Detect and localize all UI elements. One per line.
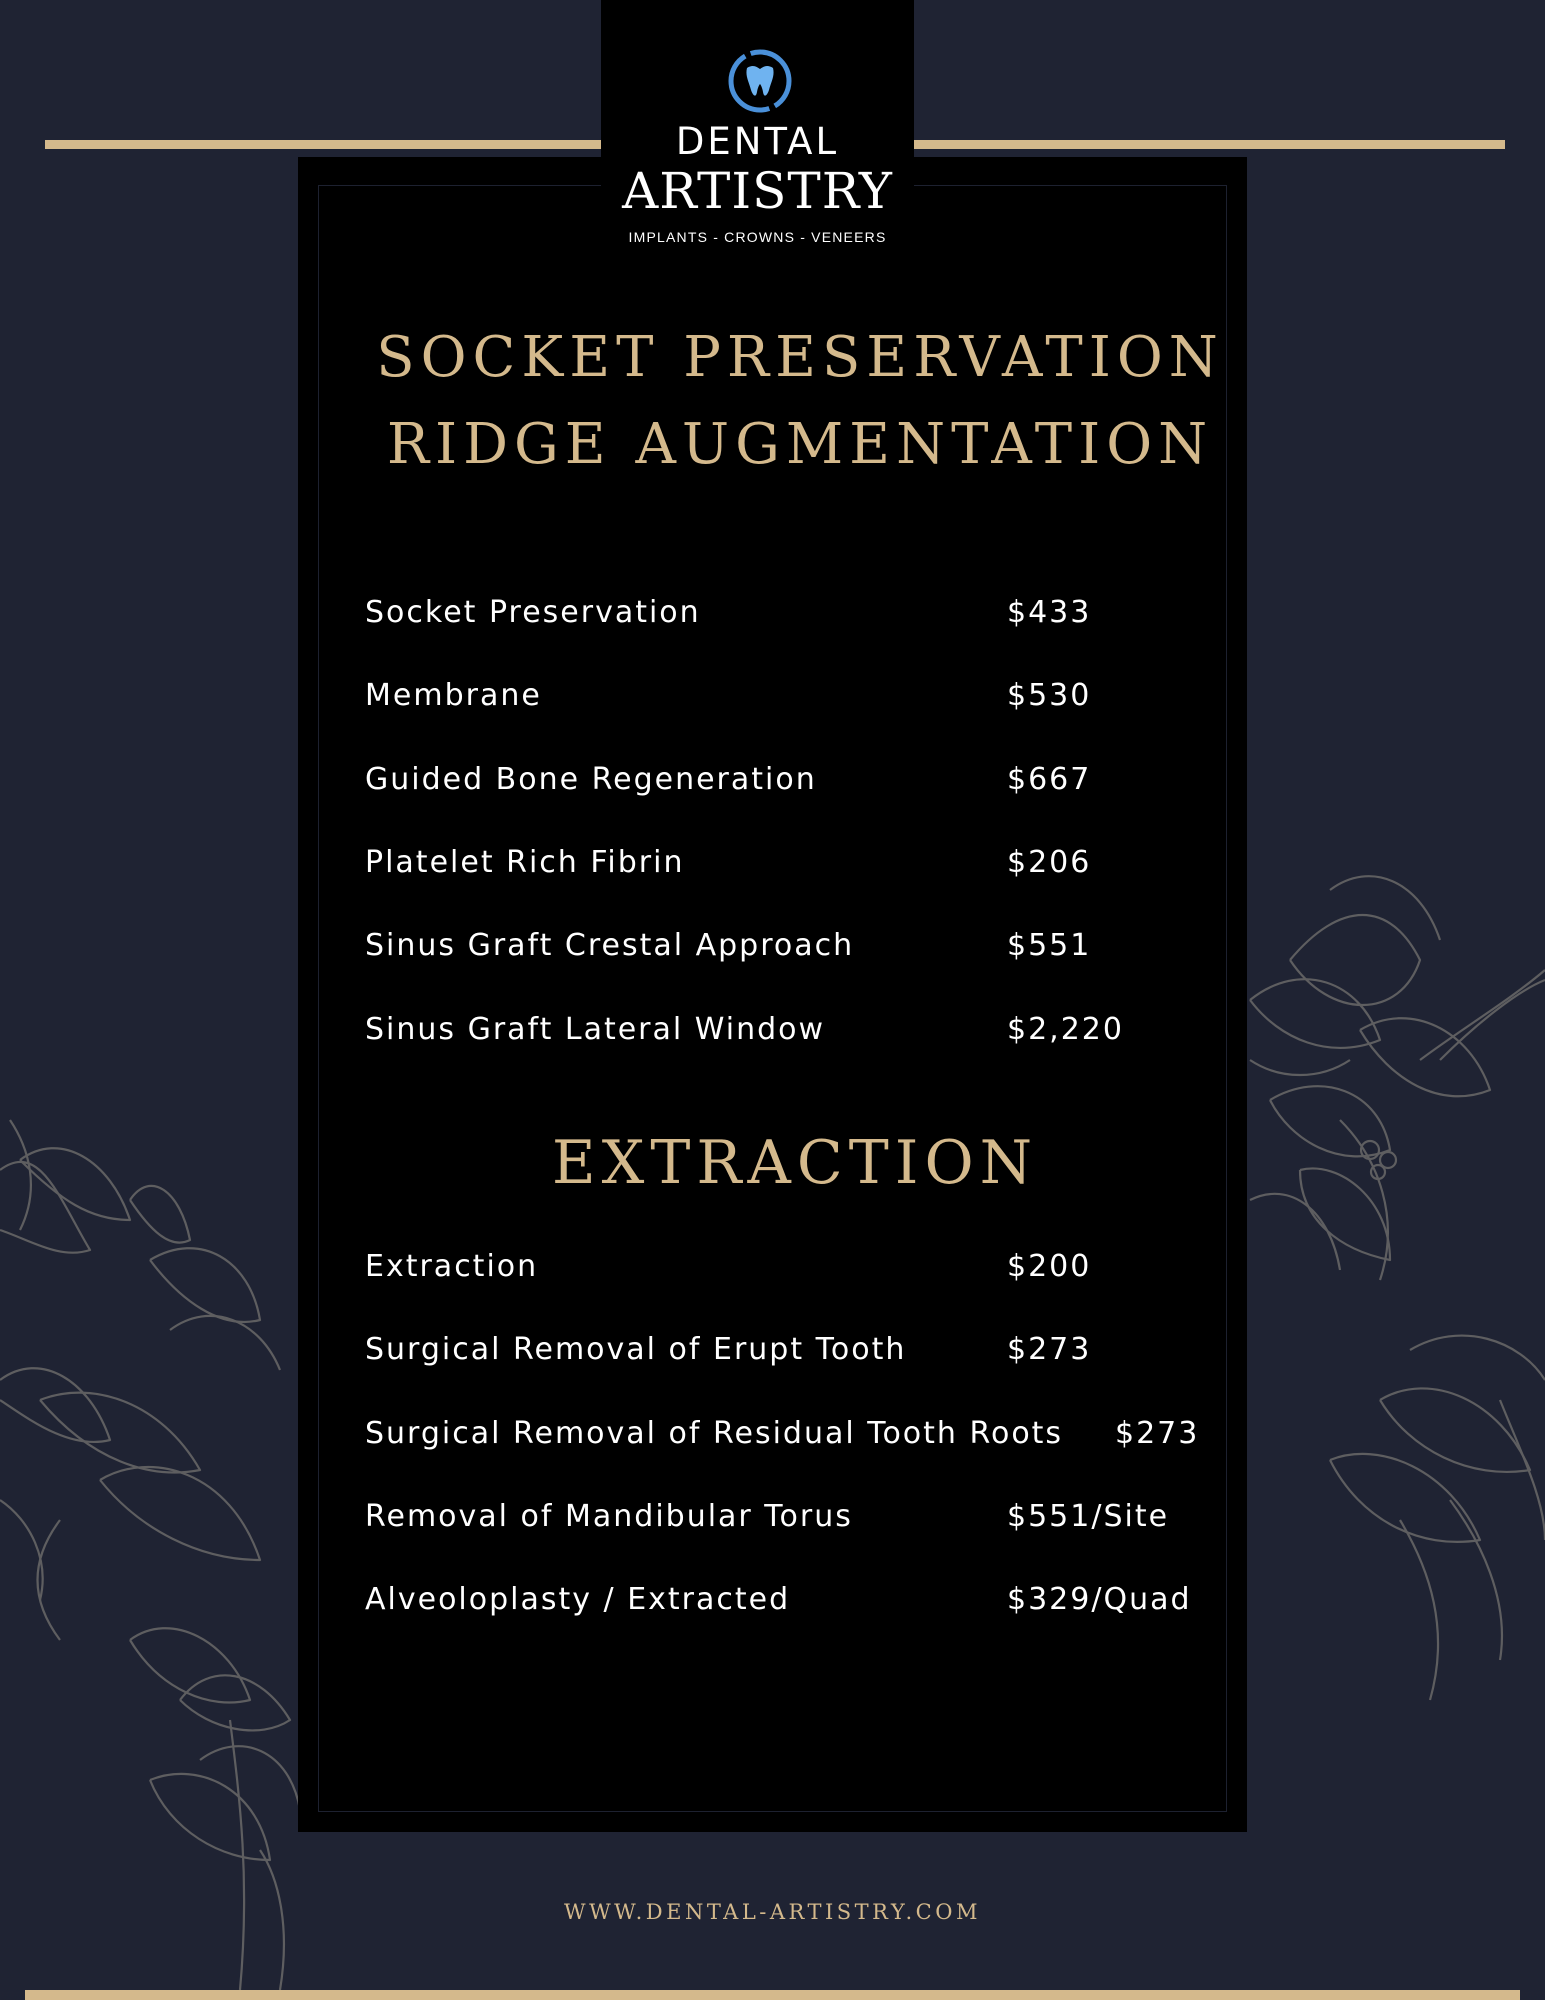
service-price: $206 — [1007, 845, 1092, 880]
price-row — [365, 928, 1092, 963]
service-price: $433 — [1007, 595, 1092, 630]
top-gold-rule-right — [912, 140, 1505, 149]
top-gold-rule-left — [45, 140, 605, 149]
service-name: Guided Bone Regeneration — [365, 762, 817, 797]
price-card — [298, 157, 1247, 1832]
service-name: Sinus Graft Crestal Approach — [365, 928, 855, 963]
service-price: $2,220 — [1007, 1012, 1124, 1047]
price-row — [365, 845, 1092, 880]
tooth-logo-icon — [727, 48, 793, 114]
service-price: $329/Quad — [1007, 1582, 1192, 1617]
brand-name-line2: ARTISTRY — [622, 162, 893, 220]
service-price: $551/Site — [1007, 1499, 1170, 1534]
service-name: Platelet Rich Fibrin — [365, 845, 685, 880]
service-price: $667 — [1007, 762, 1092, 797]
service-price: $200 — [1007, 1249, 1092, 1284]
brand-logo — [601, 0, 914, 265]
price-row — [365, 762, 1092, 797]
service-name: Surgical Removal of Residual Tooth Roots — [365, 1416, 1064, 1451]
service-price: $530 — [1007, 678, 1092, 713]
bottom-gold-rule — [25, 1990, 1520, 2000]
website-link[interactable]: WWW.DENTAL-ARTISTRY.COM — [564, 1900, 981, 1924]
price-row — [365, 1012, 1124, 1047]
price-row — [365, 678, 1092, 713]
price-row — [365, 1499, 1170, 1534]
price-row — [365, 1249, 1092, 1284]
service-price: $551 — [1007, 928, 1092, 963]
section-title-extraction: EXTRACTION — [551, 1128, 1039, 1198]
service-name: Surgical Removal of Erupt Tooth — [365, 1332, 907, 1367]
price-row — [365, 1582, 1192, 1617]
section-title-socket-preservation: SOCKET PRESERVATION — [376, 325, 1224, 390]
service-name: Alveoloplasty / Extracted — [365, 1582, 791, 1617]
brand-name-line1: DENTAL — [675, 120, 840, 163]
service-name: Extraction — [365, 1249, 539, 1284]
service-name: Sinus Graft Lateral Window — [365, 1012, 826, 1047]
price-row — [365, 595, 1092, 630]
service-name: Removal of Mandibular Torus — [365, 1499, 853, 1534]
service-price: $273 — [1007, 1332, 1092, 1367]
service-price: $273 — [1115, 1416, 1200, 1451]
section-title-ridge-augmentation: RIDGE AUGMENTATION — [386, 412, 1214, 477]
service-name: Membrane — [365, 678, 542, 713]
service-name: Socket Preservation — [365, 595, 701, 630]
brand-tagline: IMPLANTS - CROWNS - VENEERS — [628, 229, 887, 245]
price-row — [365, 1332, 1092, 1367]
price-row — [365, 1416, 1200, 1451]
